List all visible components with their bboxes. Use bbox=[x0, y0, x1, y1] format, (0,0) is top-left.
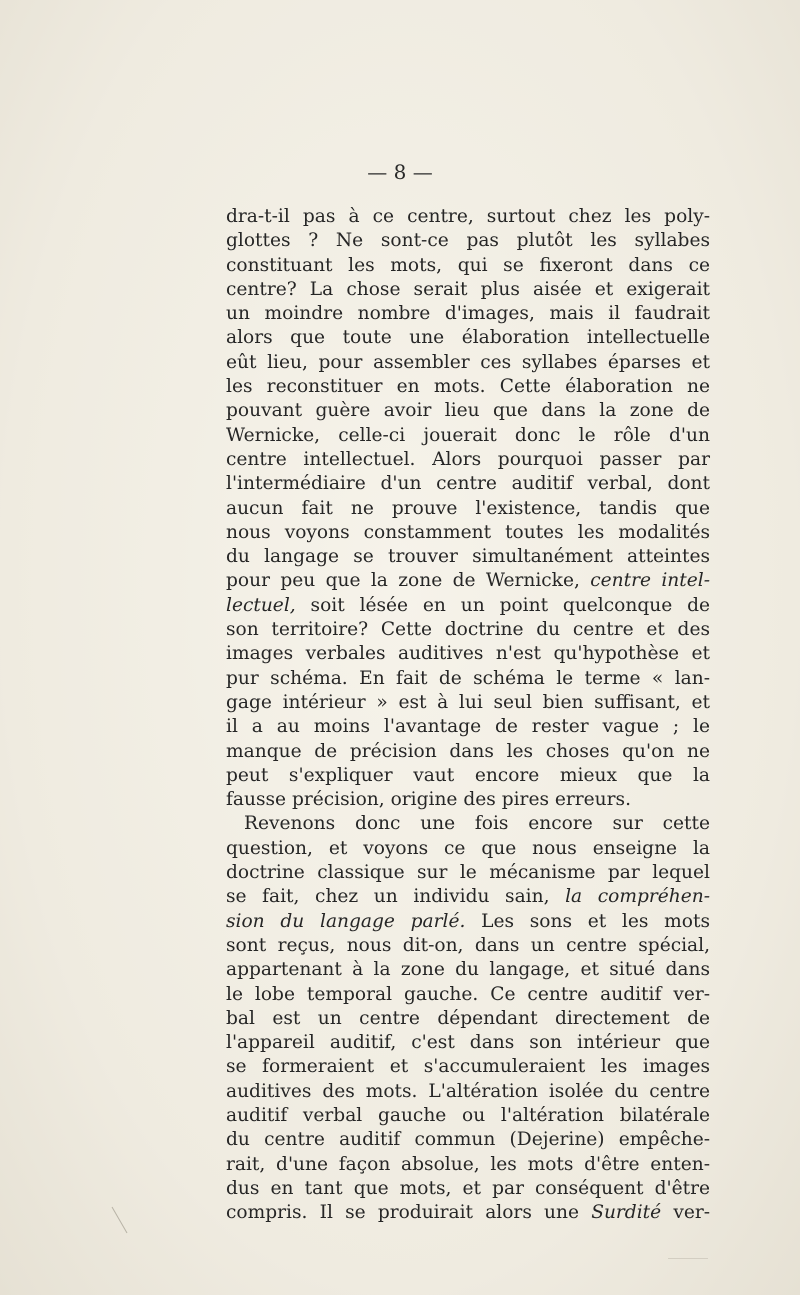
text-line: peut s'expliquer vaut encore mieux que la bbox=[226, 764, 710, 786]
text-line: pour peu que la zone de Wernicke, centre intel- bbox=[226, 570, 710, 592]
text-line: glottes ? Ne sont-ce pas plutôt les syllabes bbox=[226, 230, 710, 252]
text-line: pouvant guère avoir lieu que dans la zone de bbox=[226, 400, 710, 422]
text-line: alors que toute une élaboration intellectuelle bbox=[226, 327, 710, 349]
italic-text: sion du langage parlé. bbox=[226, 910, 466, 932]
text-line: sion du langage parlé. Les sons et les mots bbox=[226, 910, 710, 932]
text-line: un moindre nombre d'images, mais il faudrait bbox=[226, 303, 710, 325]
text-line: il a au moins l'avantage de rester vague ; le bbox=[226, 716, 710, 738]
italic-text: Surdité bbox=[591, 1202, 662, 1224]
text-line: doctrine classique sur le mécanisme par lequel bbox=[226, 862, 710, 884]
text-line: aucun fait ne prouve l'existence, tandis que bbox=[226, 497, 710, 519]
text-line: manque de précision dans les choses qu'on ne bbox=[226, 740, 710, 762]
text-line: question, et voyons ce que nous enseigne la bbox=[226, 837, 710, 859]
text-line: centre intellectuel. Alors pourquoi passer par bbox=[226, 448, 710, 470]
stray-ink-mark bbox=[668, 1258, 708, 1259]
text-line: le lobe temporal gauche. Ce centre auditif ver- bbox=[226, 983, 710, 1005]
text-line: compris. Il se produirait alors une Surdité ver- bbox=[226, 1202, 711, 1224]
text-line: se formeraient et s'accumuleraient les images bbox=[226, 1056, 710, 1078]
text-line: son territoire? Cette doctrine du centre et des bbox=[226, 619, 710, 641]
text-line: du centre auditif commun (Dejerine) empêche- bbox=[226, 1129, 710, 1151]
body-text bbox=[226, 205, 710, 1225]
text-line: rait, d'une façon absolue, les mots d'être enten- bbox=[226, 1153, 710, 1175]
text-line: dra-t-il pas à ce centre, surtout chez les poly- bbox=[226, 206, 710, 227]
text-line: constituant les mots, qui se fixeront dans ce bbox=[226, 254, 710, 276]
text-line: auditif verbal gauche ou l'altération bilatérale bbox=[226, 1104, 710, 1126]
italic-text: la compréhen- bbox=[565, 886, 710, 908]
text-line: l'intermédiaire d'un centre auditif verbal, dont bbox=[226, 473, 710, 495]
italic-text: lectuel, bbox=[226, 594, 296, 616]
stray-ink-mark bbox=[112, 1207, 128, 1233]
text-line: gage intérieur » est à lui seul bien suffisant, et bbox=[226, 691, 710, 713]
text-line: lectuel, soit lésée en un point quelconque de bbox=[226, 594, 710, 616]
text-line: nous voyons constamment toutes les modalités bbox=[226, 521, 710, 543]
text-line: centre? La chose serait plus aisée et exigerait bbox=[226, 278, 710, 300]
text-line: auditives des mots. L'altération isolée du centre bbox=[226, 1080, 710, 1102]
paragraph-first-line: Revenons donc une fois encore sur cette bbox=[244, 813, 710, 835]
text-line: l'appareil auditif, c'est dans son intérieur que bbox=[226, 1032, 710, 1054]
text-line: du langage se trouver simultanément atteintes bbox=[226, 546, 710, 568]
italic-text: centre intel- bbox=[590, 570, 710, 592]
text-line: appartenant à la zone du langage, et situé dans bbox=[226, 959, 710, 981]
text-line: Wernicke, celle-ci jouerait donc le rôle d'un bbox=[226, 424, 710, 446]
text-line: se fait, chez un individu sain, la compréhen- bbox=[226, 886, 710, 908]
text-line: les reconstituer en mots. Cette élaboration ne bbox=[226, 376, 710, 398]
text-line: bal est un centre dépendant directement de bbox=[226, 1007, 710, 1029]
text-line: fausse précision, origine des pires erreurs. bbox=[226, 789, 631, 811]
page-number: — 8 — bbox=[367, 160, 433, 184]
text-line: images verbales auditives n'est qu'hypothèse et bbox=[226, 643, 710, 665]
text-line: sont reçus, nous dit-on, dans un centre spécial, bbox=[226, 934, 710, 956]
text-line: eût lieu, pour assembler ces syllabes éparses et bbox=[226, 351, 710, 373]
text-line: pur schéma. En fait de schéma le terme « lan- bbox=[226, 667, 710, 689]
text-line: dus en tant que mots, et par conséquent d'être bbox=[226, 1177, 710, 1199]
